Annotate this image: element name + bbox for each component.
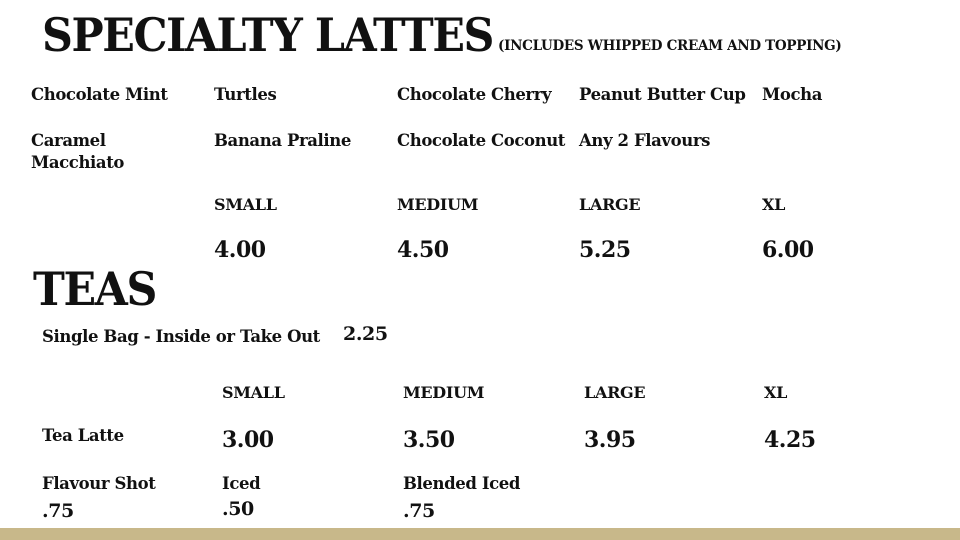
flavour-turtles: Turtles (214, 85, 277, 104)
tea-size-medium: MEDIUM (403, 383, 485, 402)
flavour-peanut-butter-cup: Peanut Butter Cup (579, 85, 746, 104)
tea-size-large: LARGE (584, 383, 646, 402)
extra-flavour-shot-price: .75 (42, 500, 74, 522)
latte-size-xl: XL (762, 195, 786, 214)
footer-bar (0, 528, 960, 540)
extra-iced-price: .50 (222, 498, 254, 520)
flavour-banana-praline: Banana Praline (214, 131, 351, 150)
single-bag-price: 2.25 (343, 323, 388, 345)
tea-latte-label: Tea Latte (42, 426, 124, 445)
latte-price-xl: 6.00 (762, 237, 814, 263)
lattes-title: SPECIALTY LATTES (42, 8, 494, 62)
flavour-macchiato: Macchiato (31, 153, 125, 172)
flavour-chocolate-mint: Chocolate Mint (31, 85, 168, 104)
latte-size-large: LARGE (579, 195, 641, 214)
lattes-subtitle: (INCLUDES WHIPPED CREAM AND TOPPING) (498, 38, 842, 54)
tea-latte-price-xl: 4.25 (764, 427, 816, 453)
extra-flavour-shot-label: Flavour Shot (42, 474, 156, 493)
extra-blended-iced-label: Blended Iced (403, 474, 521, 493)
latte-size-medium: MEDIUM (397, 195, 479, 214)
latte-price-medium: 4.50 (397, 237, 449, 263)
teas-title: TEAS (33, 262, 156, 316)
single-bag-label: Single Bag - Inside or Take Out (42, 327, 320, 346)
flavour-caramel: Caramel (31, 131, 106, 150)
latte-price-large: 5.25 (579, 237, 631, 263)
extra-iced-label: Iced (222, 474, 261, 493)
flavour-any-2-flavours: Any 2 Flavours (579, 131, 711, 150)
flavour-mocha: Mocha (762, 85, 823, 104)
tea-latte-price-large: 3.95 (584, 427, 636, 453)
tea-latte-price-medium: 3.50 (403, 427, 455, 453)
tea-size-small: SMALL (222, 383, 285, 402)
latte-price-small: 4.00 (214, 237, 266, 263)
tea-size-xl: XL (764, 383, 788, 402)
tea-latte-price-small: 3.00 (222, 427, 274, 453)
flavour-chocolate-coconut: Chocolate Coconut (397, 131, 566, 150)
extra-blended-iced-price: .75 (403, 500, 435, 522)
latte-size-small: SMALL (214, 195, 277, 214)
flavour-chocolate-cherry: Chocolate Cherry (397, 85, 552, 104)
